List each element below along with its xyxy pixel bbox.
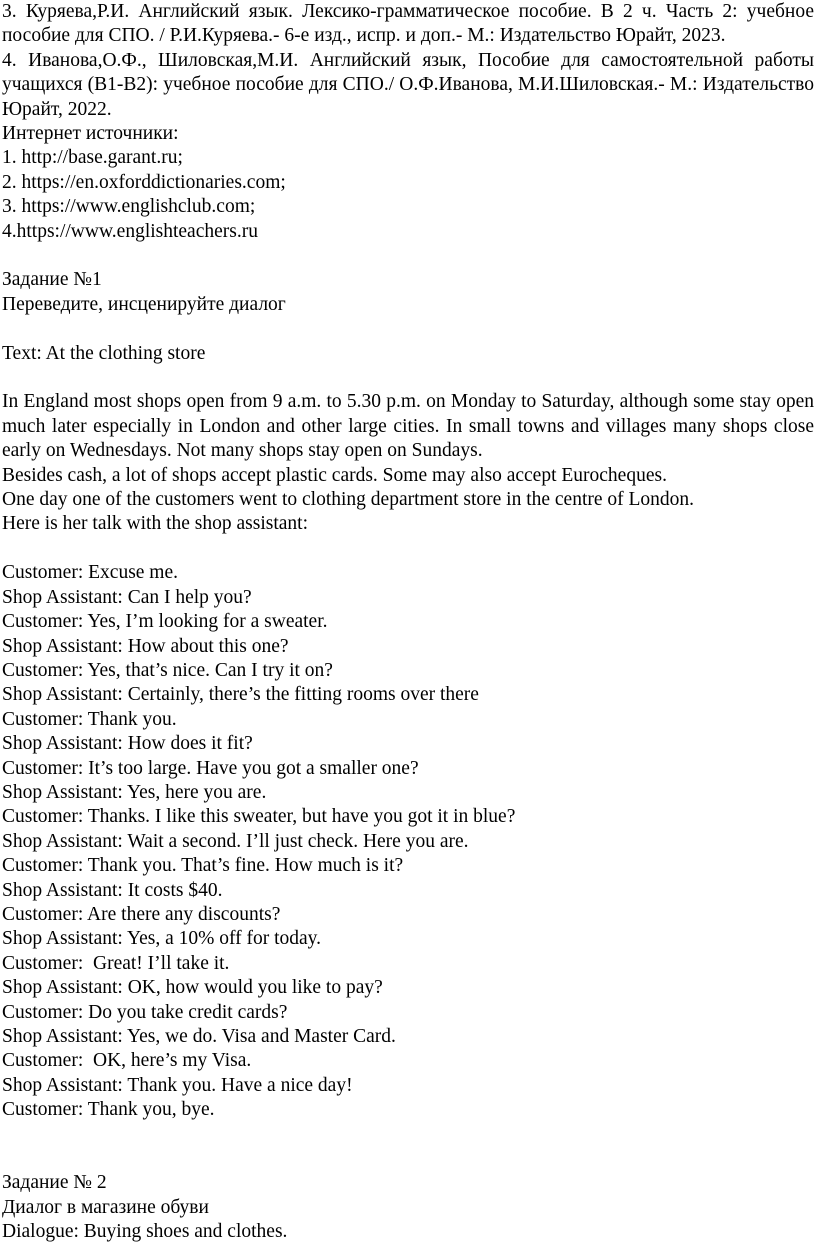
task2-title: Задание № 2 — [2, 1172, 107, 1194]
bibliography-item-4: 4. Иванова,О.Ф., Шиловская,М.И. Английский язык, Пособие для самостоятельной работы учащихся (В1-В2): учебное пособие для СПО./ О.Ф.Иванова, М.И.Шиловская.- М.: Издательство Юрайт, 2022. — [2, 49, 814, 120]
dialogue-line: Shop Assistant: How about this one? — [2, 635, 289, 657]
text-paragraph-3: One day one of the customers went to clothing department store in the centre of London. — [2, 489, 695, 511]
task1-instruction: Переведите, инсценируйте диалог — [2, 293, 286, 315]
dialogue-line: Customer: It’s too large. Have you got a smaller one? — [2, 757, 419, 779]
spacer — [2, 366, 814, 390]
task1-title: Задание №1 — [2, 269, 102, 291]
dialogue-line: Customer: Thank you. — [2, 708, 177, 730]
bibliography-item-3: 3. Куряева,Р.И. Английский язык. Лексико-грамматическое пособие. В 2 ч. Часть 2: учебное пособие для СПО. / Р.И.Куряева.- 6-е изд., испр. и доп.- М.: Издательство Юрайт, 2023. — [2, 1, 814, 47]
text-paragraph-1: In England most shops open from 9 a.m. to 5.30 p.m. on Monday to Saturday, although some stay open much later especially in London and other large cities. In small towns and villages many shops close early on Wednesdays. Not many shops stay open on Sundays. — [2, 391, 814, 462]
dialogue-line: Shop Assistant: Yes, here you are. — [2, 781, 267, 803]
text-title: Text: At the clothing store — [2, 342, 206, 364]
dialogue-line: Customer: OK, here’s my Visa. — [2, 1050, 252, 1072]
dialogue-line: Shop Assistant: How does it fit? — [2, 733, 253, 755]
internet-link: 1. http://base.garant.ru; — [2, 147, 183, 169]
dialogue-line: Shop Assistant: Thank you. Have a nice day! — [2, 1074, 353, 1096]
dialogue-line: Customer: Yes, that’s nice. Can I try it on? — [2, 659, 333, 681]
dialogue-line: Shop Assistant: Yes, we do. Visa and Master Card. — [2, 1026, 396, 1047]
dialogue-list — [2, 561, 814, 1122]
dialogue-line: Shop Assistant: Certainly, there’s the fitting rooms over there — [2, 684, 479, 706]
spacer — [2, 317, 814, 341]
internet-sources-heading: Интернет источники: — [2, 123, 179, 145]
dialogue-line: Customer: Great! I’ll take it. — [2, 952, 230, 974]
internet-link: 3. https://www.englishclub.com; — [2, 196, 256, 218]
internet-links-list — [2, 146, 814, 244]
text-paragraph-2: Besides cash, a lot of shops accept plastic cards. Some may also accept Eurocheques. — [2, 464, 667, 486]
dialogue-line: Customer: Thank you, bye. — [2, 1099, 215, 1121]
internet-link: 2. https://en.oxforddictionaries.com; — [2, 171, 286, 193]
spacer — [2, 1123, 814, 1147]
dialogue-line: Shop Assistant: Yes, a 10% off for today. — [2, 928, 322, 950]
dialogue-line: Shop Assistant: Wait a second. I’ll just check. Here you are. — [2, 830, 469, 852]
text-paragraph-4: Here is her talk with the shop assistant: — [2, 513, 308, 535]
dialogue-line: Customer: Are there any discounts? — [2, 903, 281, 925]
dialogue-line: Shop Assistant: Can I help you? — [2, 586, 252, 608]
dialogue-line: Shop Assistant: It costs $40. — [2, 879, 223, 901]
task2-dialogue-title: Dialogue: Buying shoes and clothes. — [2, 1221, 288, 1243]
task2-subtitle: Диалог в магазине обуви — [2, 1196, 209, 1218]
dialogue-line: Customer: Do you take credit cards? — [2, 1001, 288, 1023]
dialogue-line: Customer: Yes, I’m looking for a sweater. — [2, 611, 328, 633]
spacer — [2, 1147, 814, 1171]
dialogue-line: Shop Assistant: OK, how would you like to pay? — [2, 977, 383, 999]
internet-link: 4.https://www.englishteachers.ru — [2, 220, 258, 242]
spacer — [2, 537, 814, 561]
dialogue-line: Customer: Thank you. That’s fine. How much is it? — [2, 855, 404, 877]
dialogue-line: Customer: Thanks. I like this sweater, but have you got it in blue? — [2, 806, 516, 828]
dialogue-line: Customer: Excuse me. — [2, 562, 179, 584]
spacer — [2, 244, 814, 268]
